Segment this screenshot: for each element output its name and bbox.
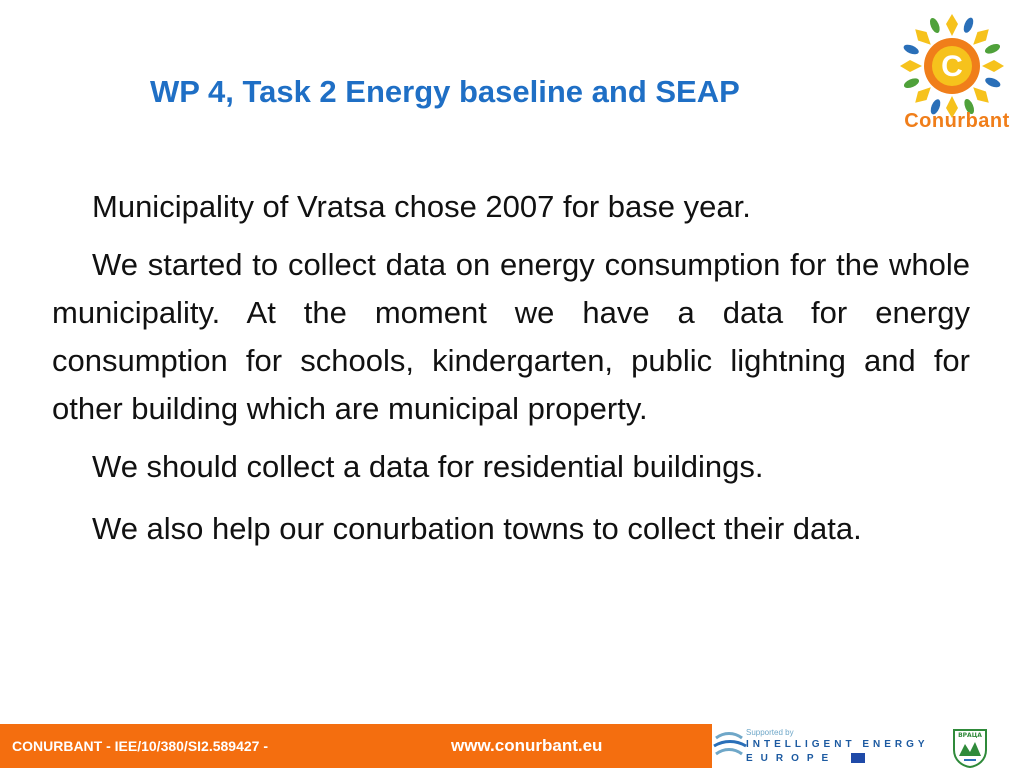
- body-text: [52, 183, 970, 567]
- footer-bar: [0, 724, 712, 768]
- eu-flag-icon: [851, 753, 865, 763]
- paragraph-residential: We should collect a data for residential buildings.: [92, 449, 764, 484]
- slide-title: WP 4, Task 2 Energy baseline and SEAP: [150, 74, 740, 109]
- vratsa-crest-icon: [950, 726, 990, 768]
- logo-wordmark: Conurbant: [904, 110, 1010, 132]
- paragraph-conurbation: We also help our conurbation towns to collect their data.: [92, 511, 862, 546]
- footer-reference: CONURBANT - IEE/10/380/SI2.589427 -: [12, 738, 268, 754]
- paragraph-data-collection: We started to collect data on energy consumption for the whole municipality. At the moment we have a data for energy consumption for schools, kindergarten, public lightning and for other building which are municipal property.: [52, 247, 970, 426]
- iee-line1: INTELLIGENT ENERGY: [746, 739, 929, 750]
- crest-text: ВРАЦА: [958, 732, 982, 739]
- iee-line2: EUROPE: [746, 753, 837, 764]
- footer-url: www.conurbant.eu: [451, 736, 603, 755]
- logo-letter: C: [941, 50, 963, 83]
- supported-by-label: Supported by: [746, 728, 794, 737]
- paragraph-base-year: Municipality of Vratsa chose 2007 for base year.: [92, 189, 751, 224]
